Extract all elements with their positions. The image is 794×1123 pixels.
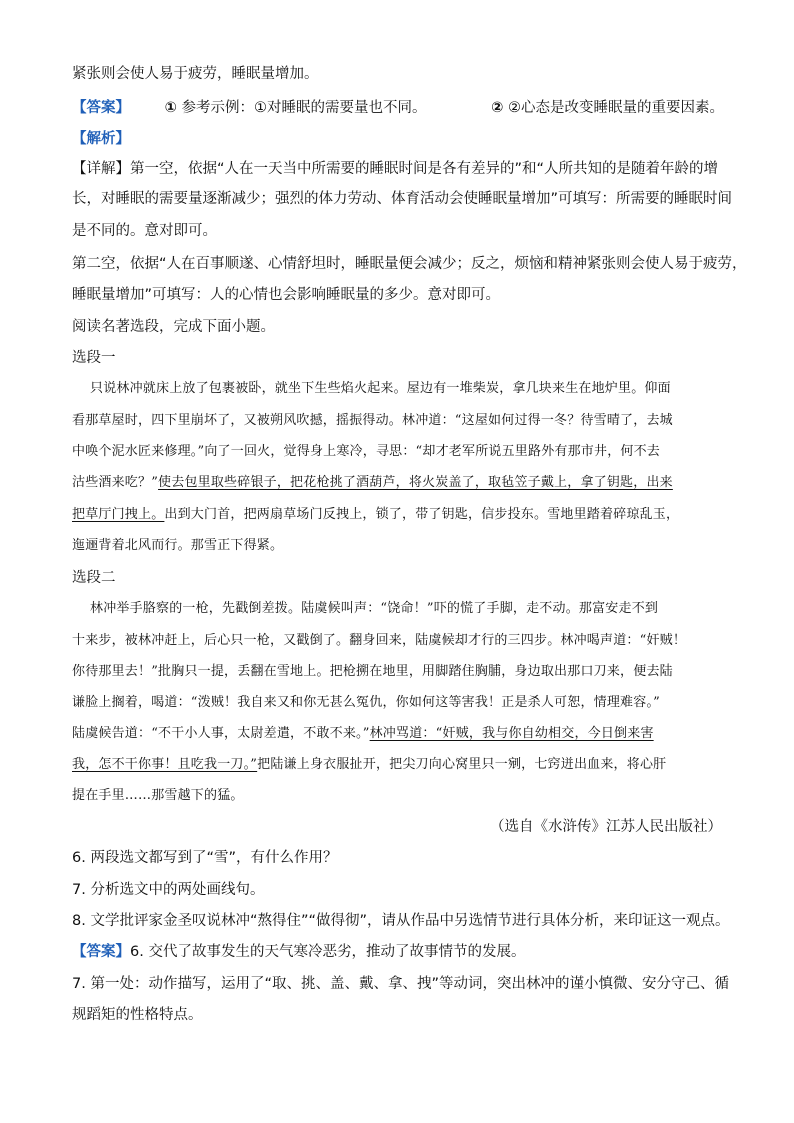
section1-l4-a: 沽些酒来吃？” xyxy=(72,475,159,490)
answer-tag: 【答案】 xyxy=(72,100,130,116)
section2-l4: 谦脸上搁着，喝道：“泼贼！我自来又和你无甚么冤仇，你如何这等害我！正是杀人可恕，情理难容。” xyxy=(72,695,660,710)
section2-l5-a: 陆虞候告道：“不干小人事，太尉差遣，不敢不来。” xyxy=(72,726,370,741)
underline-1b: 把草厅门拽上。 xyxy=(72,507,165,522)
underline-2b: 我，怎不干你事！且吃我一刀。” xyxy=(72,757,258,772)
line-top: 紧张则会使人易于疲劳，睡眠量增加。 xyxy=(72,66,319,82)
reading-intro: 阅读名著选段，完成下面小题。 xyxy=(72,319,275,335)
section2-l6-b: 把陆谦上身衣服扯开，把尖刀向心窝里只一剜，七窍迸出血来，将心肝 xyxy=(257,757,667,772)
analysis-p2-l1: 第二空，依据“人在百事顺遂、心情舒坦时，睡眠量便会减少；反之，烦恼和精神紧张则会使人易于疲劳， xyxy=(72,256,747,272)
section1-l2: 看那草屋时，四下里崩坏了，又被朔风吹撼，摇振得动。林冲道：“这屋如何过得一冬？待雪晴了，去城 xyxy=(72,413,673,428)
section2-l6 xyxy=(72,754,722,776)
answer2-line xyxy=(72,941,722,963)
section2-l1: 林冲举手胳察的一枪，先戳倒差拨。陆虞候叫声：“饶命！”吓的慌了手脚，走不动。那富安走不到 xyxy=(90,601,659,616)
underline-2a: 林冲骂道：“奸贼，我与你自幼相交，今日倒来害 xyxy=(369,726,654,741)
analysis-p1-l1: 【详解】第一空，依据“人在一天当中所需要的睡眠时间是各有差异的”和“人所共知的是随着年龄的增 xyxy=(72,161,719,177)
answer-num-2: ② xyxy=(491,100,504,116)
section1-l5 xyxy=(72,504,722,526)
analysis-tag: 【解析】 xyxy=(72,131,130,147)
section2-title: 选段二 xyxy=(72,570,116,586)
answer-6: 6. 交代了故事发生的天气寒冷恶劣，推动了故事情节的发展。 xyxy=(130,944,526,960)
section2-l2: 十来步，被林冲赶上，后心只一枪，又戳倒了。翻身回来，陆虞候却才行的三四步。林冲喝声道：“奸贼！ xyxy=(72,633,687,648)
analysis-p2-l2: 睡眠量增加”可填写：人的心情也会影响睡眠量的多少。意对即可。 xyxy=(72,287,501,303)
answer-line xyxy=(72,97,722,119)
question-6: 6. 两段选文都写到了“雪”，有什么作用？ xyxy=(72,850,338,866)
section1-title: 选段一 xyxy=(72,350,116,366)
source-citation: （选自《水浒传》江苏人民出版社） xyxy=(490,819,722,835)
answer-text-1: 参考示例：①对睡眠的需要量也不同。 xyxy=(181,100,427,116)
analysis-p1-l3: 是不同的。意对即可。 xyxy=(72,223,217,239)
answer-7-l2: 规蹈矩的性格特点。 xyxy=(72,1007,203,1023)
question-7: 7. 分析选文中的两处画线句。 xyxy=(72,882,265,898)
section1-l3: 中唤个泥水匠来修理。”向了一回火，觉得身上寒冷，寻思：“却才老军所说五里路外有那市井，何不去 xyxy=(72,444,660,459)
section2-l5 xyxy=(72,723,722,745)
answer-7-l1: 7. 第一处：动作描写，运用了“取、挑、盖、戴、拿、拽”等动词，突出林冲的谨小慎微、安分守己、循 xyxy=(72,976,729,992)
underline-1a: 使去包里取些碎银子，把花枪挑了酒葫芦，将火炭盖了，取毡笠子戴上，拿了钥匙，出来 xyxy=(158,475,673,490)
question-8: 8. 文学批评家金圣叹说林冲“熬得住”“做得彻”，请从作品中另选情节进行具体分析，来印证这一观点。 xyxy=(72,913,730,929)
section1-l4 xyxy=(72,472,722,494)
section1-l1: 只说林冲就床上放了包裹被卧，就坐下生些焰火起来。屋边有一堆柴炭，拿几块来生在地炉里。仰面 xyxy=(90,381,671,396)
answer-text-2: ②心态是改变睡眠量的重要因素。 xyxy=(508,100,724,116)
answer2-tag: 【答案】 xyxy=(72,944,130,960)
section2-l7: 提在手里……那雪越下的猛。 xyxy=(72,788,244,803)
answer-num-1: ① xyxy=(164,100,177,116)
analysis-p1-l2: 长，对睡眠的需要量逐渐减少；强烈的体力劳动、体育活动会使睡眠量增加”可填写：所需要的睡眠时间 xyxy=(72,191,733,207)
section1-l5-b: 出到大门首，把两扇草场门反拽上，锁了，带了钥匙，信步投东。雪地里踏着碎琼乱玉， xyxy=(164,507,680,522)
section2-l3: 你待那里去！”批胸只一提，丢翻在雪地上。把枪搠在地里，用脚踏住胸脯，身边取出那口刀来，便去陆 xyxy=(72,664,673,679)
section1-l6: 迤逦背着北风而行。那雪正下得紧。 xyxy=(72,538,284,553)
